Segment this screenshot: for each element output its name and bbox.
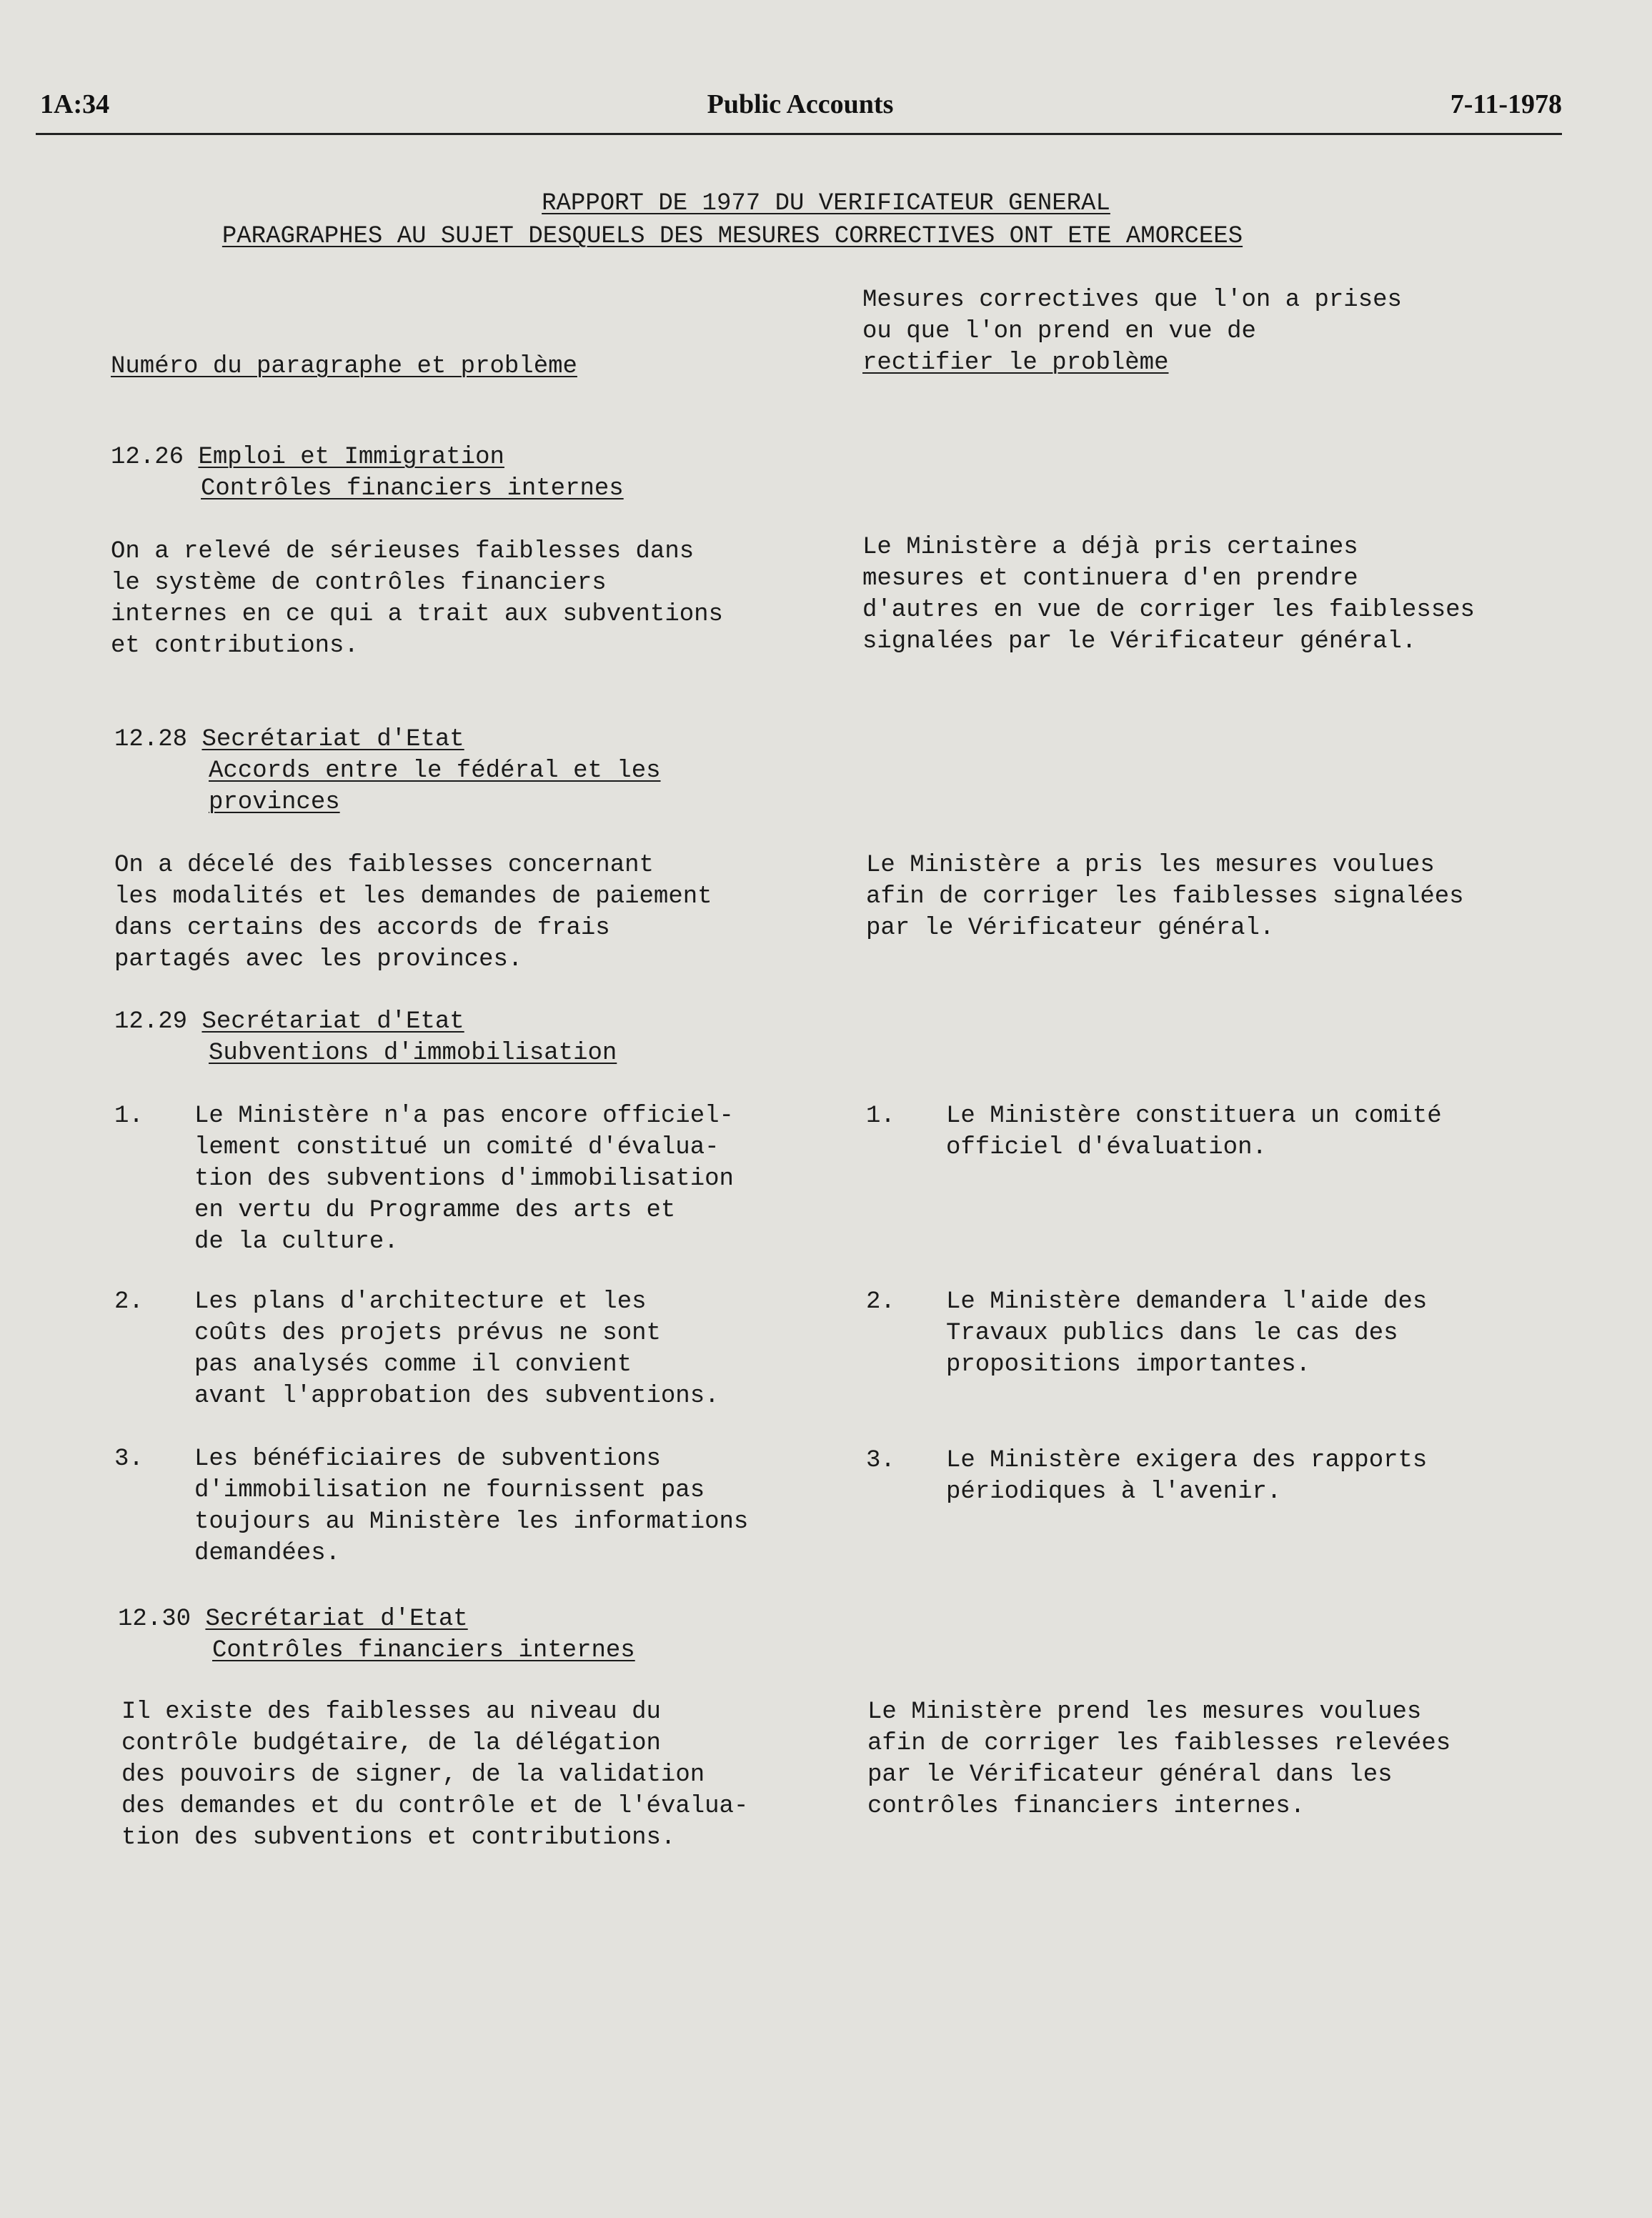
paragraph-heading-12-30: 12.30 Secrétariat d'Etat Contrôles financiers internes [118, 1606, 635, 1664]
paragraph-heading-12-28: 12.28 Secrétariat d'Etat Accords entre le fédéral et les provinces [114, 726, 661, 816]
report-title: RAPPORT DE 1977 DU VERIFICATEUR GENERAL [542, 190, 1110, 217]
problem-text-12-30: Il existe des faiblesses au niveau du contrôle budgétaire, de la délégation des pouvoirs de signer, de la validation des demandes et du contrôle et de l'évalua- tion des subventions et contributions. [121, 1699, 749, 1851]
problem-text-12-26: On a relevé de sérieuses faiblesses dans le système de contrôles financiers internes en ce qui a trait aux subventions et contributions. [111, 538, 723, 660]
paragraph-number: 12.30 [118, 1606, 191, 1633]
report-subtitle: PARAGRAPHES AU SUJET DESQUELS DES MESURES CORRECTIVES ONT ETE AMORCEES [222, 223, 1243, 250]
paragraph-heading-12-26: 12.26 Emploi et Immigration Contrôles financiers internes [111, 444, 624, 502]
paragraph-number: 12.26 [111, 444, 184, 471]
publication-title: Public Accounts [707, 89, 894, 119]
paragraph-heading-12-29: 12.29 Secrétariat d'Etat Subventions d'immobilisation [114, 1008, 617, 1067]
paragraph-number: 12.29 [114, 1008, 188, 1035]
left-column-heading: Numéro du paragraphe et problème [111, 353, 577, 380]
paragraph-number: 12.28 [114, 726, 188, 753]
measure-text-12-30: Le Ministère prend les mesures voulues afin de corriger les faiblesses relevées par le Vérificateur général dans les contrôles financiers internes. [867, 1699, 1451, 1820]
header-date: 7-11-1978 [1450, 89, 1562, 119]
document-page: 1A:34 Public Accounts 7-11-1978 RAPPORT DE 1977 DU VERIFICATEUR GENERAL PARAGRAPHES AU SUJET DESQUELS DES MESURES CORRECTIVES ONT ETE AMORCEES Numéro du paragraphe et problème Mesures correctives que l'on a prises ou que l'on prend en vue de rectifier le problème 12.26 Emploi et Immigration Contrôles financiers internes On a relevé de sérieuses faiblesses dans le système de contrôles financiers internes en ce qui a trait aux subventions et contributions. Le Ministère a déjà pris certaines mesures et continuera d'en prendre d'autres en vue de corriger les faiblesses signalées par le Vérificateur général. 12.28 Secrétariat d'Etat Accords entre le fédéral et les provinces On a décelé des faiblesses concernant les modalités et les demandes de paiement dans certains des accords de frais partagés avec les provinces. Le Ministère a pris les mesures voulues afin de corriger les faiblesses signalées par le Vérificateur général. 12.29 Secrétariat d'Etat Subventions d'immobilisation 1. Le Ministère n'a pas encore officiel- lement constitué un comité d'évalua- tion des subventions d'immobilisation en vertu du Programme des arts et de la culture. 1. Le Ministère constituera un comité officiel d'évaluation. 2. Les plans d'architecture et les coûts des projets prévus ne sont pas analysés comme il convient avant l'approbation des subventions. 2. Le Ministère demandera l'aide des Travaux publics dans le cas des propositions importantes. 3. Les bénéficiaires de subventions d'immobilisation ne fournissent pas toujours au Ministère les informations demandées. 3. Le Ministère exigera des rapports périodiques à l'avenir. 12.30 Secrétariat d'Etat Contrôles financiers internes Il existe des faiblesses au niveau du contrôle budgétaire, de la délégation des pouvoirs de signer, de la validation des demandes et du contrôle et de l'évalua- tion des subventions et contributions. Le Ministère prend les mesures voulues afin de corriger les faiblesses relevées par le Vérificateur général dans les contrôles financiers internes. [0, 0, 1652, 2218]
page-number: 1A:34 [40, 89, 110, 119]
measure-text-12-28: Le Ministère a pris les mesures voulues afin de corriger les faiblesses signalées par le Vérificateur général. [866, 852, 1464, 942]
measure-text-12-26: Le Ministère a déjà pris certaines mesures et continuera d'en prendre d'autres en vue de corriger les faiblesses signalées par le Vérificateur général. [862, 534, 1475, 655]
right-column-heading: Mesures correctives que l'on a prises ou que l'on prend en vue de rectifier le problème [862, 287, 1402, 377]
problem-text-12-28: On a décelé des faiblesses concernant les modalités et les demandes de paiement dans certains des accords de frais partagés avec les provinces. [114, 852, 712, 973]
header-rule [36, 133, 1562, 135]
